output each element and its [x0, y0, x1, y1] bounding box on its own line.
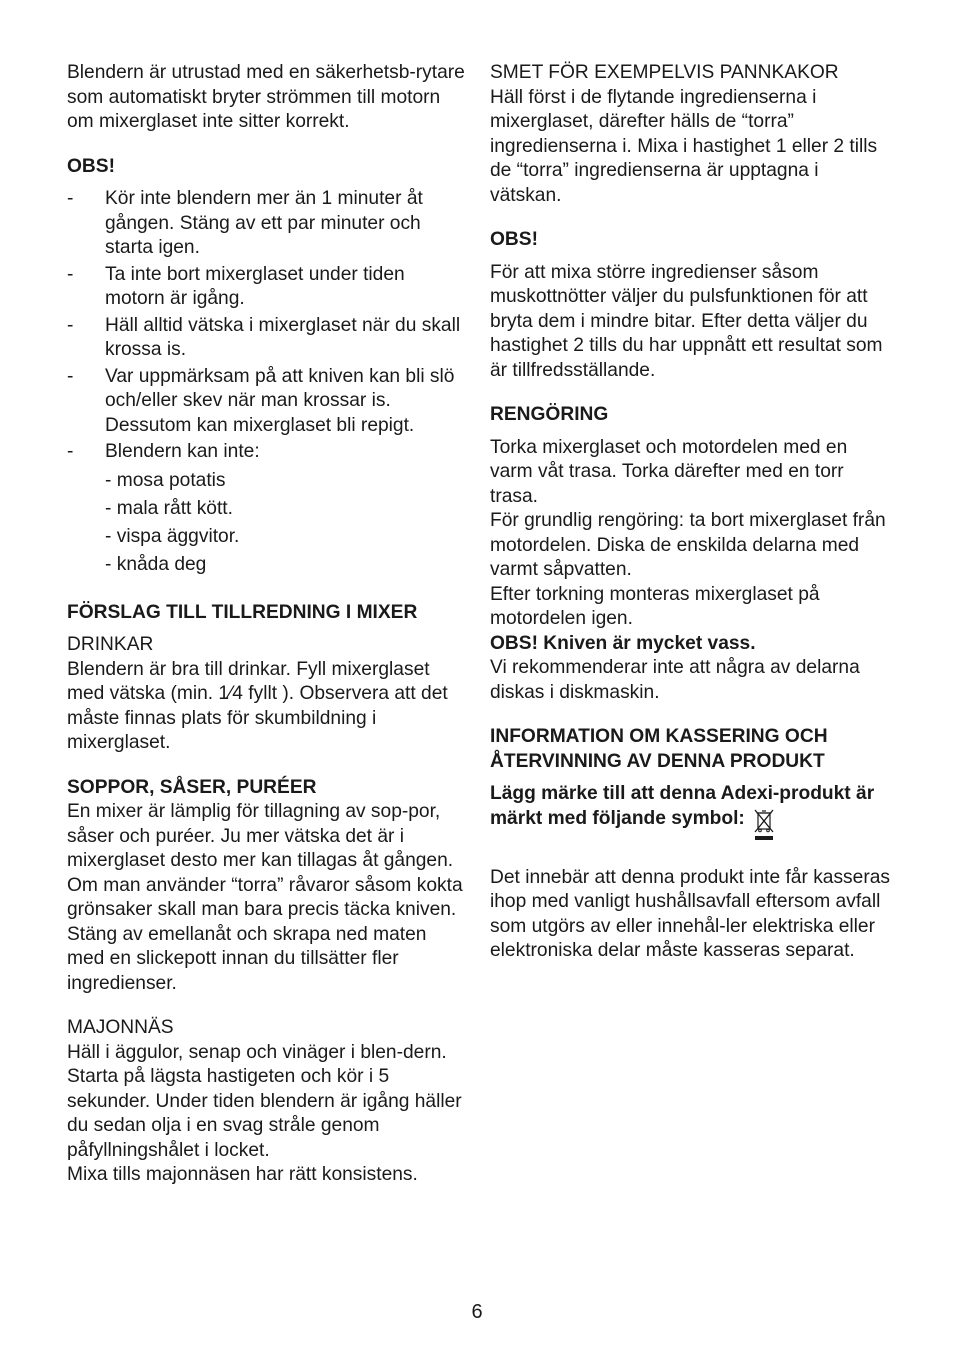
soups-paragraph-1: En mixer är lämplig för tillagning av sop-por, såser och puréer. Ju mer vätska det är i mixerglaset desto mer kan tillagas åt gången.	[67, 801, 454, 871]
cannot-list	[105, 469, 467, 578]
batter-heading: SMET FÖR EXEMPELVIS PANNKAKOR	[490, 62, 839, 83]
intro-paragraph: Blendern är utrustad med en säkerhetsb-rytare som automatiskt bryter strömmen till motorn om mixerglaset inte sitter korrekt.	[67, 62, 465, 132]
cleaning-warning: OBS! Kniven är mycket vass.	[490, 632, 756, 654]
right-column	[490, 61, 890, 964]
suggestions-heading: FÖRSLAG TILL TILLREDNING I MIXER	[67, 601, 418, 623]
list-item: - Kör inte blendern mer än 1 minuter åt gången. Stäng av ett par minuter och starta igen.	[67, 187, 467, 261]
list-item: - Häll alltid vätska i mixerglaset när du skall krossa is.	[67, 314, 467, 363]
mayo-paragraph-2: Mixa tills majonnäsen har rätt konsistens.	[67, 1164, 418, 1185]
sub-list-item: - mala rått kött.	[105, 497, 233, 519]
crossed-out-wheelie-bin-icon	[753, 808, 775, 842]
disposal-paragraph: Det innebär att denna produkt inte får kasseras ihop med vanligt hushållsavfall eftersom avfall som utgörs av eller innehål-ler elektriska eller elektroniska delar måste kasseras separat.	[490, 866, 890, 961]
drinks-paragraph: Blendern är bra till drinkar. Fyll mixerglaset med vätska (min. 1⁄4 fyllt ). Observera att det måste finnas plats för skumbildning i mixerglaset.	[67, 658, 448, 753]
disposal-note-text: Lägg märke till att denna Adexi-produkt är märkt med följande symbol:	[490, 783, 875, 829]
disposal-note	[490, 782, 890, 842]
page-number: 6	[471, 1301, 483, 1323]
cleaning-paragraph-3: Efter torkning monteras mixerglaset på motordelen igen.	[490, 583, 820, 629]
cannot-label: Blendern kan inte:	[105, 441, 260, 462]
sub-list-item: - knåda deg	[105, 553, 207, 575]
sub-list-item: - mosa potatis	[105, 469, 226, 491]
cleaning-paragraph-1: Torka mixerglaset och motordelen med en varm våt trasa. Torka därefter med en torr trasa.	[490, 436, 848, 507]
list-item-cannot	[67, 440, 467, 577]
obs-paragraph: För att mixa större ingredienser såsom muskottnötter väljer du pulsfunktionen för att bryta dem i mindre bitar. Efter detta väljer du hastighet 2 tills du har uppnått ett resultat som är tillfredsställande.	[490, 261, 883, 381]
list-item: - Ta inte bort mixerglaset under tiden motorn är igång.	[67, 263, 467, 312]
mayo-paragraph-1: Häll i äggulor, senap och vinäger i blen-dern. Starta på lägsta hastigeten och kör i 5 sekunder. Under tiden blendern är igång häller du sedan olja i en svag stråle genom påfyllningshålet i locket.	[67, 1041, 462, 1161]
list-item: - Var uppmärksam på att kniven kan bli slö och/eller skev när man krossar is. Dessutom kan mixerglaset bli repigt.	[67, 365, 467, 439]
obs-heading-right: OBS!	[490, 229, 538, 250]
cleaning-paragraph-4: Vi rekommenderar inte att några av delarna diskas i diskmaskin.	[490, 657, 860, 703]
obs-heading: OBS!	[67, 155, 115, 177]
disposal-heading: INFORMATION OM KASSERING OCH ÅTERVINNING AV DENNA PRODUKT	[490, 726, 828, 772]
mayo-heading: MAJONNÄS	[67, 1017, 174, 1038]
soups-heading: SOPPOR, SÅSER, PURÉER	[67, 776, 317, 798]
obs-list	[67, 187, 467, 577]
cleaning-paragraph-2: För grundlig rengöring: ta bort mixerglaset från motordelen. Diska de enskilda delarna med varmt såpvatten.	[490, 510, 886, 580]
cleaning-heading: RENGÖRING	[490, 404, 609, 425]
soups-paragraph-2: Om man använder “torra” råvaror såsom kokta grönsaker skall man bara precis täcka kniven. Stäng av emellanåt och skrapa ned maten med en slickepott innan du tillsätter fler ingredienser.	[67, 874, 463, 994]
drinks-heading: DRINKAR	[67, 634, 154, 655]
left-column	[67, 61, 467, 1188]
sub-list-item: - vispa äggvitor.	[105, 525, 240, 547]
batter-paragraph: Häll först i de flytande ingredienserna i mixerglaset, därefter hälls de “torra” ingredienserna i. Mixa i hastighet 1 eller 2 tills de “torra” ingredienserna är upptagna i vätskan.	[490, 86, 878, 206]
